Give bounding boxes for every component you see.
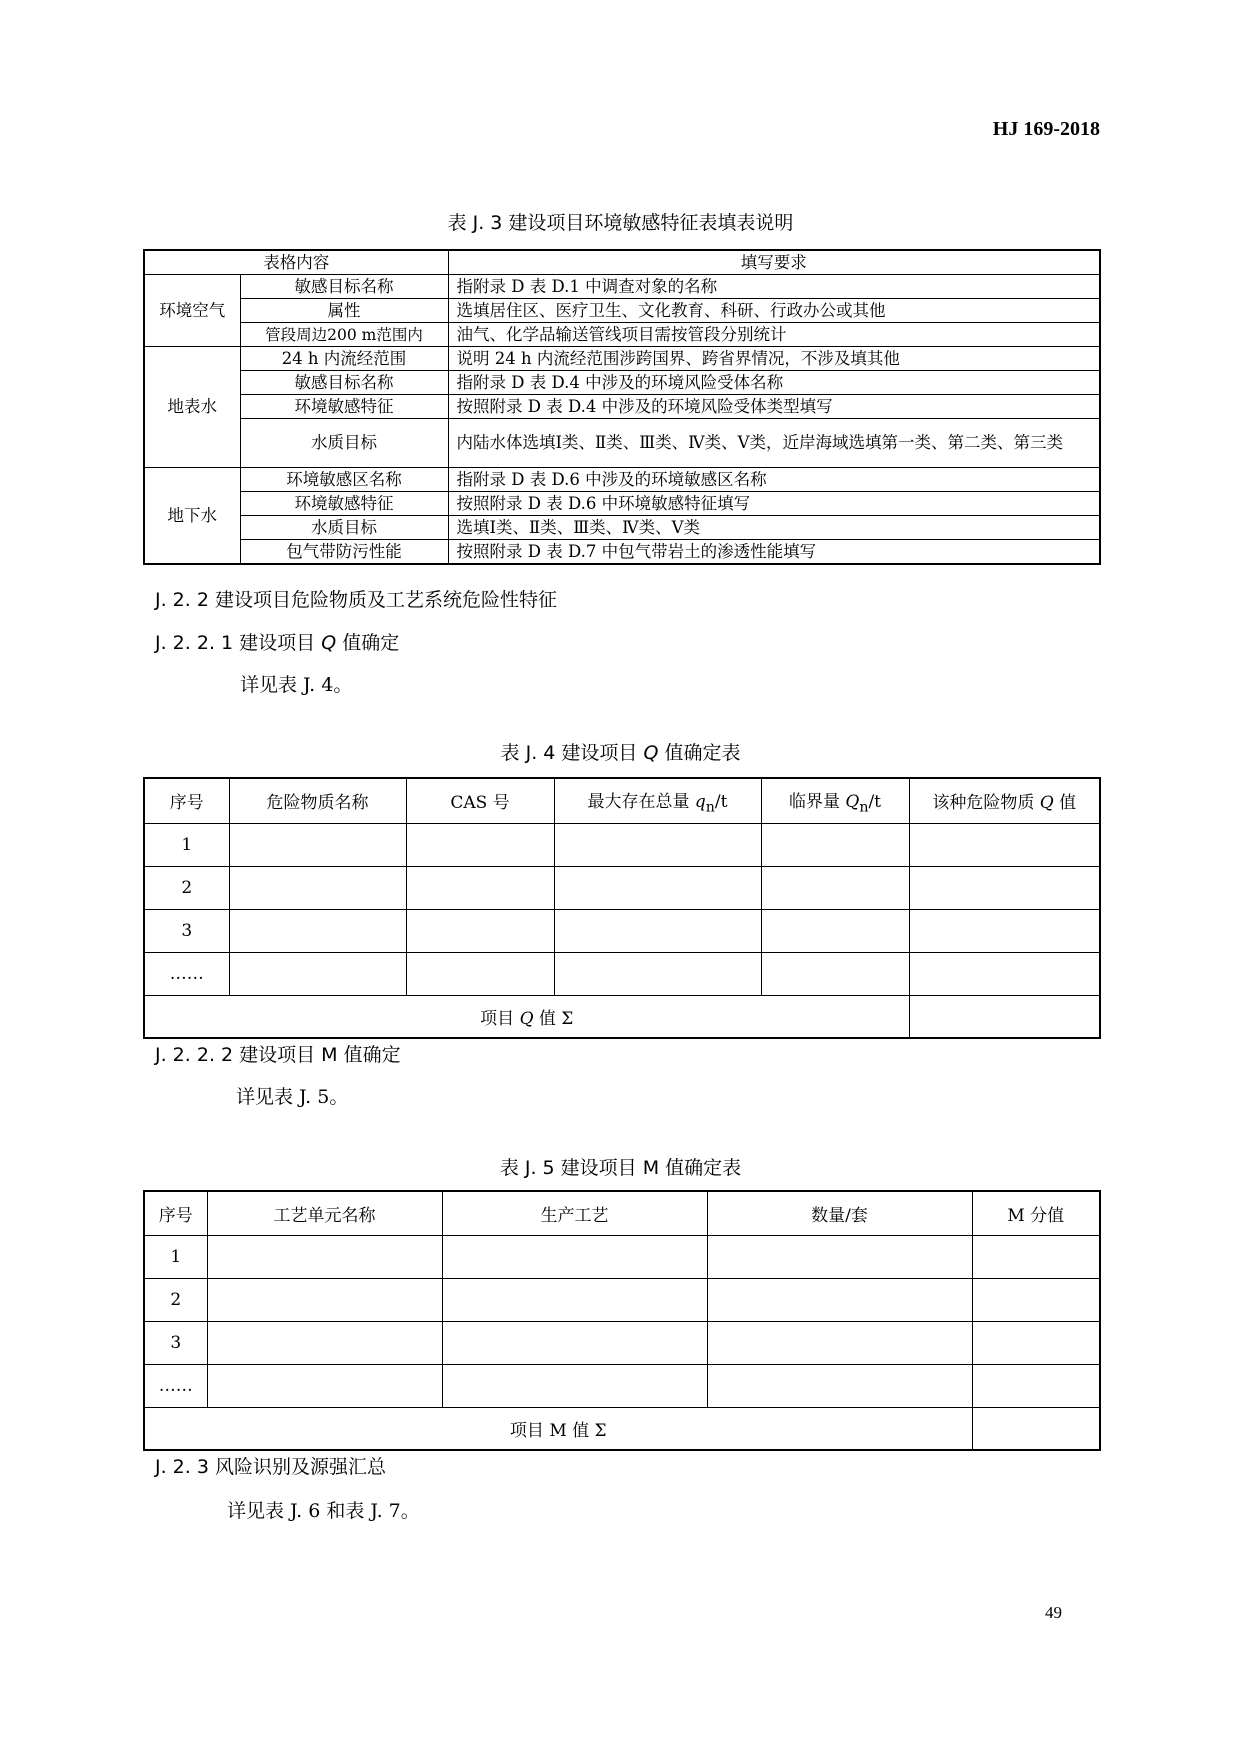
total-label-cell: 项目 Q 值 Σ — [144, 995, 909, 1038]
table-row — [144, 492, 1100, 516]
table-row — [144, 347, 1100, 371]
table-j4-caption: 表 J. 4 建设项目 Q 值确定表 — [500, 742, 741, 764]
table-row — [144, 250, 1100, 275]
group-cell: 地表水 — [144, 347, 240, 468]
header-cell: CAS 号 — [406, 778, 554, 823]
table-row — [144, 952, 1100, 995]
seq-cell: 3 — [144, 1321, 207, 1364]
req-cell: 按照附录 D 表 D.7 中包气带岩土的渗透性能填写 — [448, 540, 1100, 565]
item-cell: 环境敏感特征 — [240, 395, 448, 419]
item-cell: 属性 — [240, 299, 448, 323]
table-row — [144, 1235, 1100, 1278]
table-row — [144, 516, 1100, 540]
table-row — [144, 275, 1100, 299]
item-cell: 水质目标 — [240, 419, 448, 468]
item-cell: 敏感目标名称 — [240, 275, 448, 299]
table-row — [144, 1321, 1100, 1364]
table-row — [144, 1407, 1100, 1450]
req-cell: 内陆水体选填Ⅰ类、Ⅱ类、Ⅲ类、Ⅳ类、Ⅴ类，近岸海域选填第一类、第二类、第三类 — [448, 419, 1100, 468]
header-cell: 工艺单元名称 — [207, 1191, 442, 1235]
seq-cell: 2 — [144, 866, 229, 909]
table-row — [144, 323, 1100, 347]
header-cell: 临界量 $Q_n/t$ — [761, 778, 909, 823]
section-j23-title: J. 2. 3 风险识别及源强汇总 — [155, 1456, 386, 1478]
item-cell: 包气带防污性能 — [240, 540, 448, 565]
table-row — [144, 995, 1100, 1038]
req-cell: 说明 24 h 内流经范围涉跨国界、跨省界情况，不涉及填其他 — [448, 347, 1100, 371]
seq-cell: 3 — [144, 909, 229, 952]
table-row — [144, 866, 1100, 909]
table-row — [144, 909, 1100, 952]
header-cell: 序号 — [144, 778, 229, 823]
table-j3 — [143, 249, 1101, 565]
group-cell: 环境空气 — [144, 275, 240, 347]
header-cell: 序号 — [144, 1191, 207, 1235]
item-cell: 环境敏感特征 — [240, 492, 448, 516]
header-cell: 生产工艺 — [442, 1191, 707, 1235]
group-cell: 地下水 — [144, 468, 240, 565]
standard-code: HJ 169-2018 — [992, 118, 1100, 140]
seq-cell: …… — [144, 1364, 207, 1407]
table-row — [144, 540, 1100, 565]
section-j221-text: 详见表 J. 4。 — [240, 674, 353, 696]
table-row — [144, 1364, 1100, 1407]
item-cell: 敏感目标名称 — [240, 371, 448, 395]
req-cell: 指附录 D 表 D.4 中涉及的环境风险受体名称 — [448, 371, 1100, 395]
table-j5 — [143, 1190, 1101, 1451]
header-cell: 数量/套 — [707, 1191, 972, 1235]
table-j4 — [143, 777, 1101, 1039]
header-cell: 该种危险物质 Q 值 — [909, 778, 1100, 823]
section-j22-title: J. 2. 2 建设项目危险物质及工艺系统危险性特征 — [155, 589, 557, 611]
table-row — [144, 1278, 1100, 1321]
seq-cell: 1 — [144, 823, 229, 866]
table-row — [144, 371, 1100, 395]
req-cell: 按照附录 D 表 D.6 中环境敏感特征填写 — [448, 492, 1100, 516]
table-row — [144, 299, 1100, 323]
section-j221-title: J. 2. 2. 1 建设项目 Q 值确定 — [155, 632, 400, 654]
table-j3-caption: 表 J. 3 建设项目环境敏感特征表填表说明 — [447, 212, 794, 234]
header-cell: 表格内容 — [144, 250, 448, 275]
table-row — [144, 823, 1100, 866]
item-cell: 水质目标 — [240, 516, 448, 540]
item-cell: 24 h 内流经范围 — [240, 347, 448, 371]
section-j222-text: 详见表 J. 5。 — [236, 1086, 349, 1108]
header-cell: 填写要求 — [448, 250, 1100, 275]
req-cell: 选填Ⅰ类、Ⅱ类、Ⅲ类、Ⅳ类、Ⅴ类 — [448, 516, 1100, 540]
header-cell: M 分值 — [972, 1191, 1100, 1235]
req-cell: 选填居住区、医疗卫生、文化教育、科研、行政办公或其他 — [448, 299, 1100, 323]
item-cell: 环境敏感区名称 — [240, 468, 448, 492]
table-row — [144, 1191, 1100, 1235]
section-j23-text: 详见表 J. 6 和表 J. 7。 — [227, 1500, 420, 1522]
item-cell: 管段周边200 m范围内 — [240, 323, 448, 347]
header-cell: 最大存在总量 $q_n/t$ — [554, 778, 761, 823]
table-j5-caption: 表 J. 5 建设项目 M 值确定表 — [499, 1157, 742, 1179]
table-row — [144, 419, 1100, 468]
table-row — [144, 468, 1100, 492]
req-cell: 油气、化学品输送管线项目需按管段分别统计 — [448, 323, 1100, 347]
seq-cell: 2 — [144, 1278, 207, 1321]
total-label-cell: 项目 M 值 Σ — [144, 1407, 972, 1450]
header-cell: 危险物质名称 — [229, 778, 406, 823]
seq-cell: …… — [144, 952, 229, 995]
section-j222-title: J. 2. 2. 2 建设项目 M 值确定 — [155, 1044, 401, 1066]
seq-cell: 1 — [144, 1235, 207, 1278]
req-cell: 按照附录 D 表 D.4 中涉及的环境风险受体类型填写 — [448, 395, 1100, 419]
table-row — [144, 395, 1100, 419]
table-row — [144, 778, 1100, 823]
page-number: 49 — [1045, 1603, 1062, 1622]
req-cell: 指附录 D 表 D.6 中涉及的环境敏感区名称 — [448, 468, 1100, 492]
req-cell: 指附录 D 表 D.1 中调查对象的名称 — [448, 275, 1100, 299]
